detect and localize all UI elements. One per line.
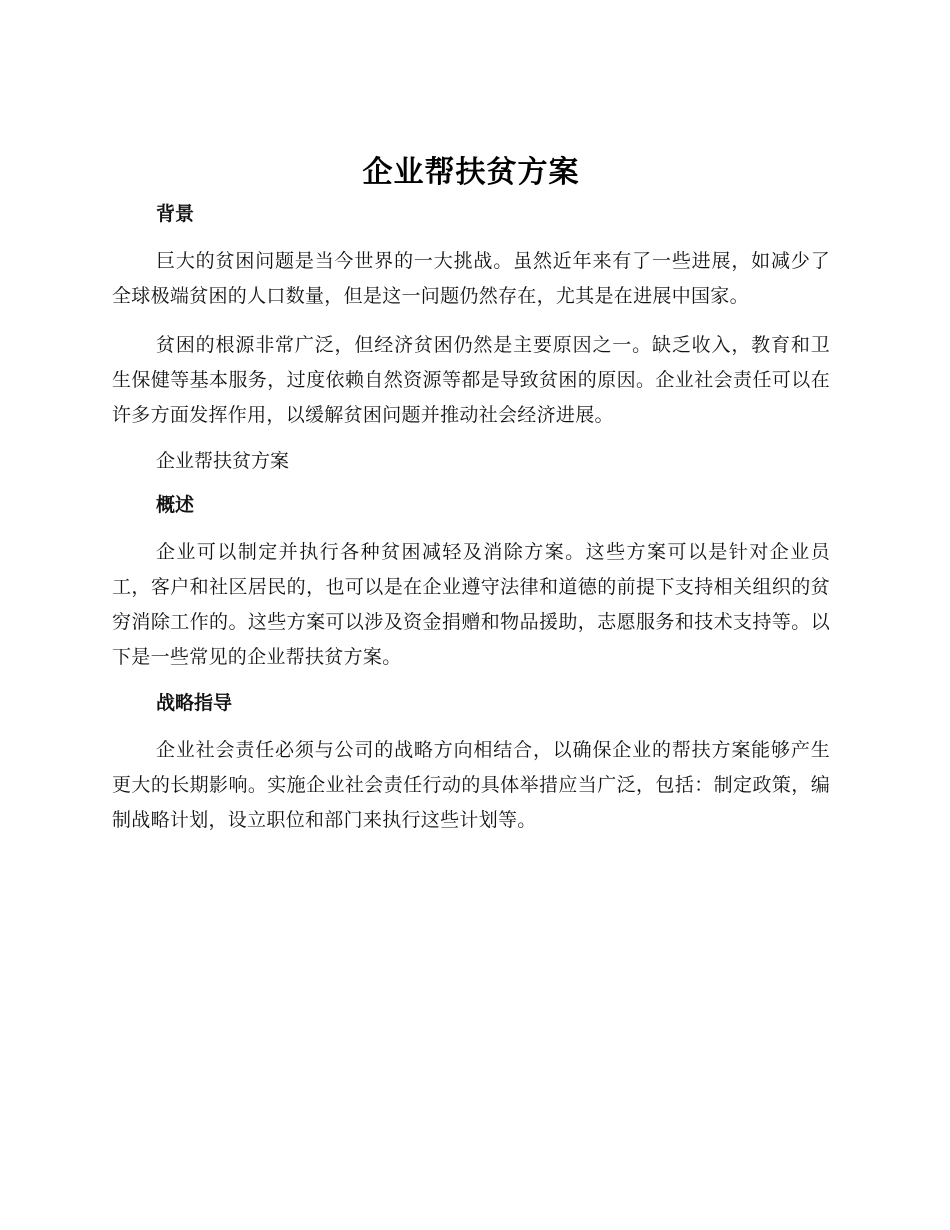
section-heading-plan: 企业帮扶贫方案 xyxy=(156,450,290,472)
paragraph: 巨大的贫困问题是当今世界的一大挑战。虽然近年来有了一些进展，如减少了全球极端贫困的人口数量，但是这一问题仍然存在，尤其是在进展中国家。 xyxy=(112,250,830,307)
document-page xyxy=(112,150,830,852)
document-title: 企业帮扶贫方案 xyxy=(362,155,580,190)
section-heading-strategy: 战略指导 xyxy=(156,692,233,714)
paragraph: 企业社会责任必须与公司的战略方向相结合，以确保企业的帮扶方案能够产生更大的长期影响。实施企业社会责任行动的具体举措应当广泛，包括：制定政策，编制战略计划，设立职位和部门来执行这些计划等。 xyxy=(112,739,830,831)
section-heading-background: 背景 xyxy=(156,203,195,225)
paragraph: 企业可以制定并执行各种贫困减轻及消除方案。这些方案可以是针对企业员工，客户和社区居民的，也可以是在企业遵守法律和道德的前提下支持相关组织的贫穷消除工作的。这些方案可以涉及资金捐赠和物品援助，志愿服务和技术支持等。以下是一些常见的企业帮扶贫方案。 xyxy=(112,541,830,668)
paragraph: 贫困的根源非常广泛，但经济贫困仍然是主要原因之一。缺乏收入，教育和卫生保健等基本服务，过度依赖自然资源等都是导致贫困的原因。企业社会责任可以在许多方面发挥作用，以缓解贫困问题并推动社会经济进展。 xyxy=(112,334,830,426)
section-heading-overview: 概述 xyxy=(156,494,195,516)
